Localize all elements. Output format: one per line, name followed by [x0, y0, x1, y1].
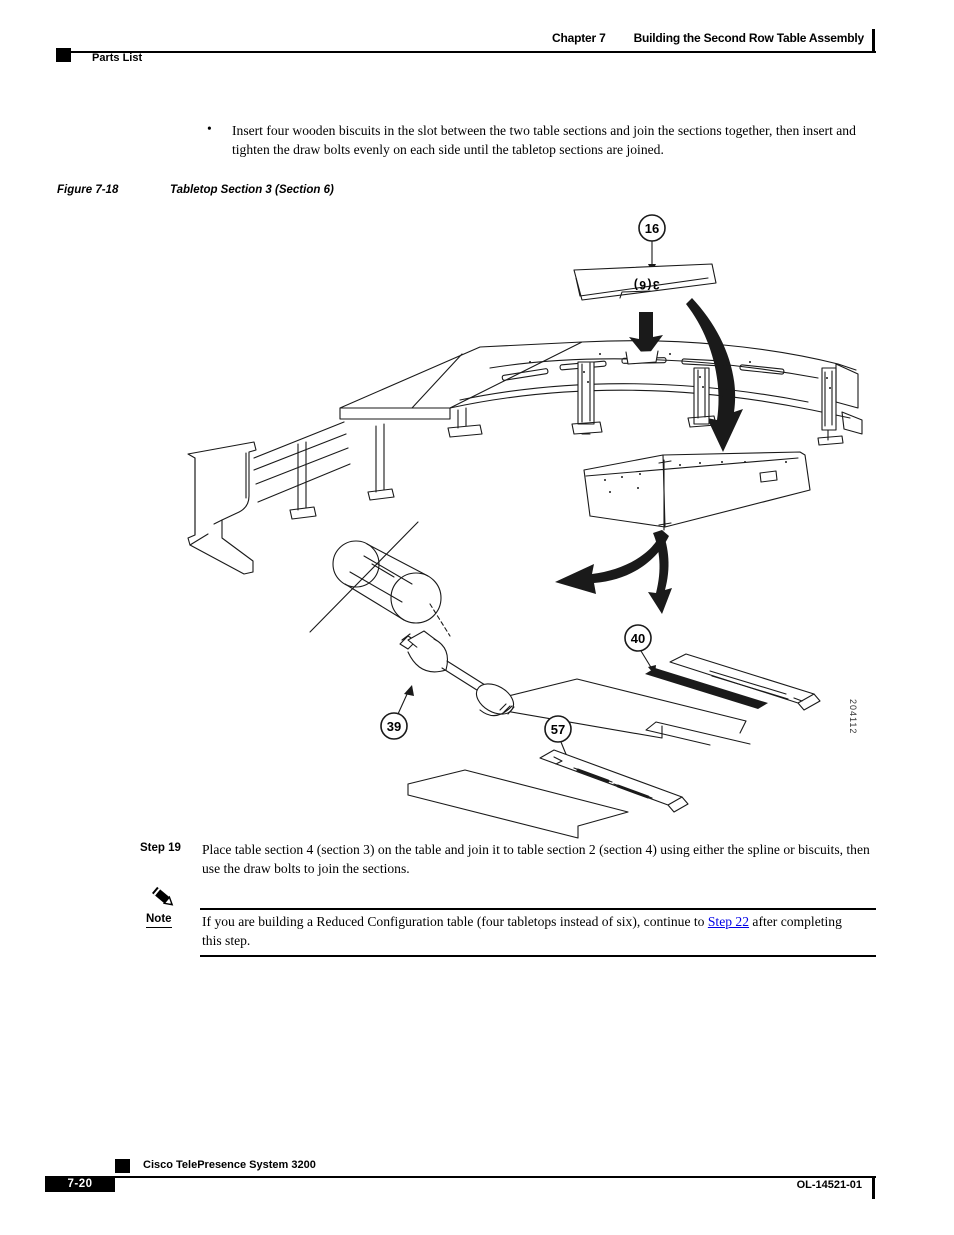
- note-pencil-icon: [148, 884, 178, 910]
- note-text: [202, 912, 862, 950]
- header-square-marker: [56, 48, 71, 62]
- callout-39-number: 39: [386, 719, 402, 734]
- figure-caption: Tabletop Section 3 (Section 6): [170, 184, 334, 196]
- figure-caption-row: [57, 184, 334, 196]
- arrow-down-right: [648, 530, 672, 614]
- note-label: Note: [146, 913, 172, 928]
- biscuit-slot-detail: [408, 722, 750, 838]
- note-rule-top: [200, 908, 876, 910]
- header-chapter: Chapter 7: [552, 31, 606, 45]
- spline-plate-part: [574, 264, 716, 300]
- bullet-marker: •: [207, 121, 212, 136]
- footer-rule: [115, 1176, 876, 1178]
- footer-tick: [872, 1177, 875, 1199]
- figure-7-18-illustration: [150, 212, 890, 842]
- figure-label: Figure 7-18: [57, 184, 119, 196]
- callout-40-number: 40: [630, 631, 646, 646]
- callout-16: [639, 215, 665, 272]
- callout-16-number: 16: [644, 221, 660, 236]
- header-tick: [872, 29, 875, 51]
- bullet-text: Insert four wooden biscuits in the slot between the two table sections and join the sections together, then insert and tighten the draw bolts evenly on each side until the tabletop sections are joined.: [232, 123, 856, 157]
- part-label-3-6: 3(6): [632, 278, 660, 292]
- footer-square-marker: [115, 1159, 130, 1173]
- footer-page-number: 7-20: [45, 1176, 115, 1192]
- note-text-before: If you are building a Reduced Configuration table (four tabletops instead of six), continue to: [202, 914, 708, 929]
- footer-product: Cisco TelePresence System 3200: [143, 1159, 316, 1171]
- bullet-paragraph: [207, 121, 883, 159]
- callout-39: [381, 685, 414, 739]
- step-19-text: Place table section 4 (section 3) on the table and join it to table section 2 (section 4) using either the spline or biscuits, then use the draw bolts to join the sections.: [202, 842, 870, 876]
- callout-40: [625, 625, 656, 675]
- figure-id: 204112: [848, 699, 858, 735]
- note-text-after: after completing this step.: [202, 914, 842, 948]
- step-22-link[interactable]: Step 22: [707, 914, 750, 929]
- back-panel: [584, 452, 810, 530]
- draw-bolt-detail: [310, 522, 519, 720]
- footer-doc-id: OL-14521-01: [796, 1179, 862, 1191]
- note-rule-bottom: [200, 955, 876, 957]
- header-title: Building the Second Row Table Assembly: [633, 31, 864, 45]
- header-rule: [56, 51, 876, 53]
- arrow-left: [555, 530, 669, 594]
- page-header: [552, 31, 864, 45]
- callout-57-number: 57: [550, 722, 566, 737]
- step-19-label: Step 19: [140, 842, 181, 854]
- header-section-label: Parts List: [92, 52, 143, 64]
